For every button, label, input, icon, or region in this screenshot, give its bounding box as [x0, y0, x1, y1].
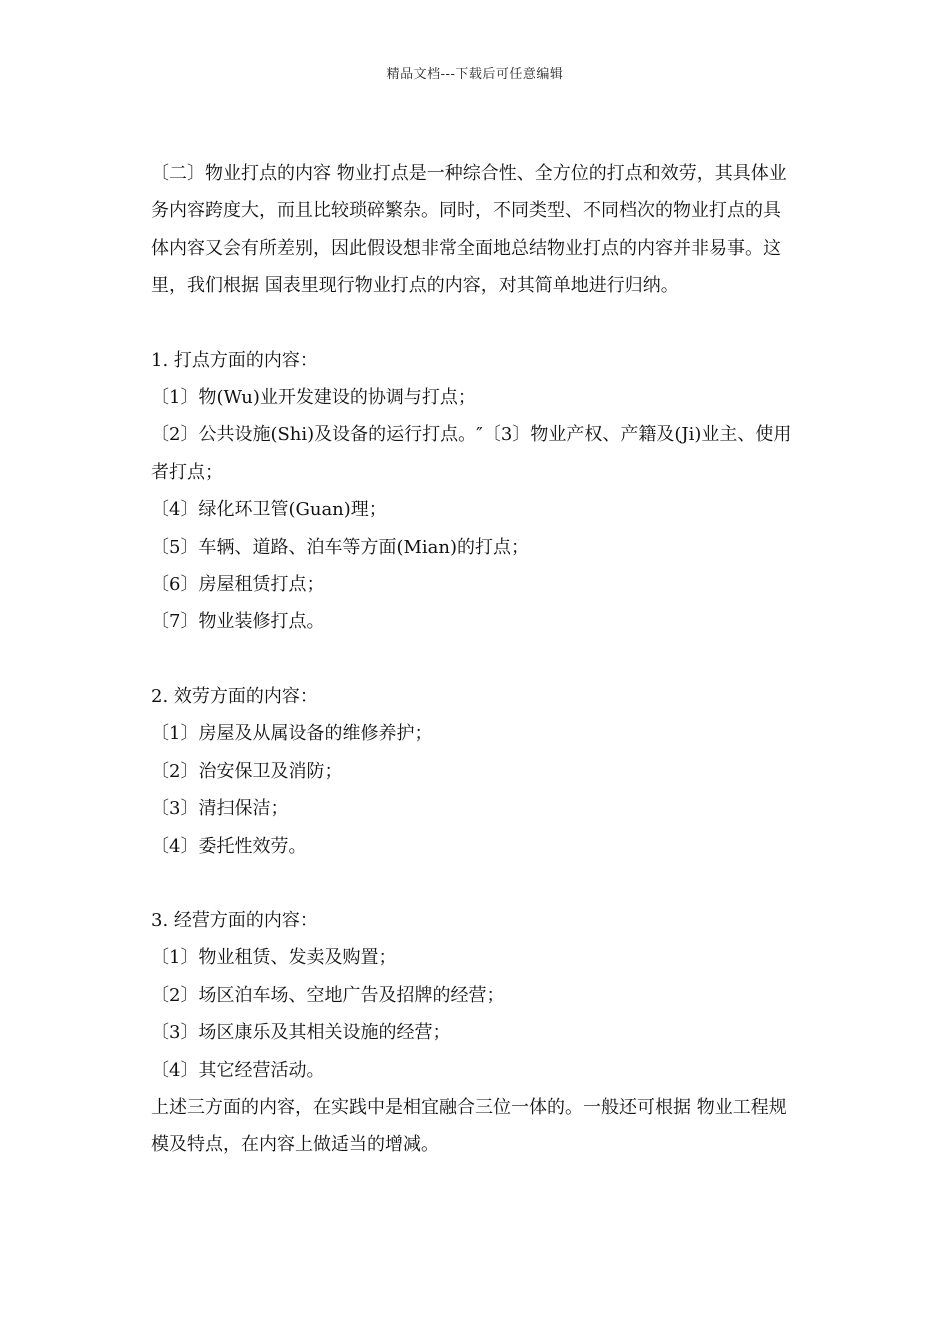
- section-3-item-4: 〔4〕其它经营活动。: [151, 1059, 325, 1081]
- section-2-heading: 2. 效劳方面的内容：: [151, 685, 318, 707]
- section-2-item-4: 〔4〕委托性效劳。: [151, 835, 307, 857]
- section-3-heading: 3. 经营方面的内容：: [151, 909, 318, 931]
- spacer: [151, 641, 796, 678]
- section-1-heading: 1. 打点方面的内容：: [151, 349, 318, 371]
- section-1-item-7: 〔7〕物业装修打点。: [151, 611, 325, 633]
- spacer: [151, 305, 796, 342]
- section-1-item-6: 〔6〕房屋租赁打点；: [151, 574, 325, 596]
- conclusion-paragraph: 上述三方面的内容，在实践中是相宜融合三位一体的。一般还可根据 物业工程规模及特点，在内容上做适当的增减。: [151, 1096, 787, 1156]
- section-1-item-4: 〔4〕绿化环卫管(Guan)理；: [151, 499, 387, 521]
- section-1-item-2: 〔2〕公共设施(Shi)及设备的运行打点。″〔3〕物业产权、产籍及(Ji)业主、使用者打点；: [151, 424, 792, 483]
- section-3-item-2: 〔2〕场区泊车场、空地广告及招牌的经营；: [151, 984, 505, 1006]
- section-2-item-1: 〔1〕房屋及从属设备的维修养护；: [151, 723, 433, 745]
- section-2-item-3: 〔3〕清扫保洁；: [151, 798, 289, 820]
- intro-paragraph: 〔二〕物业打点的内容 物业打点是一种综合性、全方位的打点和效劳，其具体业务内容跨度大，而且比较琐碎繁杂。同时，不同类型、不同档次的物业打点的具体内容又会有所差别，因此假设想非常全面地总结物业打点的内容并非易事。这里，我们根据 国表里现行物业打点的内容，对其简单地进行归纳。: [151, 163, 787, 297]
- section-2-item-2: 〔2〕治安保卫及消防；: [151, 760, 343, 782]
- section-3-item-3: 〔3〕场区康乐及其相关设施的经营；: [151, 1022, 451, 1044]
- section-1-item-1: 〔1〕物(Wu)业开发建设的协调与打点；: [151, 387, 476, 409]
- section-1-item-5: 〔5〕车辆、道路、泊车等方面(Mian)的打点；: [151, 536, 530, 558]
- page-header: 精品文档---下载后可任意编辑: [386, 67, 564, 82]
- document-body: [151, 155, 796, 1164]
- section-3-item-1: 〔1〕物业租赁、发卖及购置；: [151, 947, 397, 969]
- spacer: [151, 865, 796, 902]
